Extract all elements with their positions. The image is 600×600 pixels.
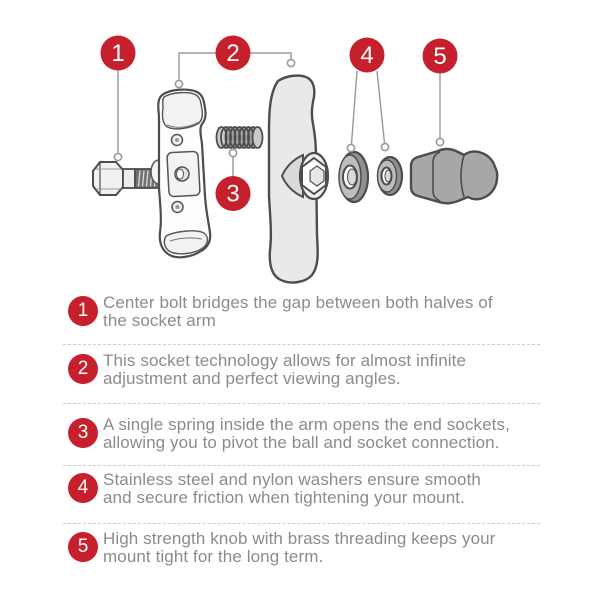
socket-arm-right-half-icon	[269, 76, 328, 283]
legend-line: the socket arm	[103, 311, 216, 330]
legend-text-1	[103, 294, 563, 330]
divider	[63, 523, 540, 524]
socket-arm-left-half-icon	[151, 90, 210, 258]
callout-badge-2	[216, 36, 251, 71]
legend-text-5	[103, 530, 563, 566]
legend-line: Center bolt bridges the gap between both halves of	[103, 293, 493, 312]
callout-number: 2	[226, 40, 240, 67]
legend-line: adjustment and perfect viewing angles.	[103, 369, 401, 388]
divider	[63, 344, 540, 345]
callout-number: 5	[433, 43, 447, 70]
callout-badge-5	[423, 39, 458, 74]
legend-text-3	[103, 416, 563, 452]
legend-line: mount tight for the long term.	[103, 547, 324, 566]
spring-icon	[217, 127, 263, 148]
legend-badge-2: 2	[68, 354, 98, 384]
callout-number: 3	[226, 180, 240, 208]
knob-icon	[411, 149, 497, 203]
washer-steel-icon	[339, 152, 368, 202]
callout-badge-4	[350, 38, 385, 73]
callout-number: 1	[111, 40, 125, 67]
exploded-view-diagram	[0, 0, 600, 292]
callout-badge-3	[216, 176, 251, 211]
legend-badge-1: 1	[68, 296, 98, 326]
legend-line: Stainless steel and nylon washers ensure smooth	[103, 470, 481, 489]
washer-nylon-icon	[378, 157, 403, 195]
callout-number: 4	[360, 42, 374, 69]
divider	[63, 465, 540, 466]
divider	[63, 403, 540, 404]
legend-line: A single spring inside the arm opens the end sockets,	[103, 415, 510, 434]
legend-badge-3: 3	[68, 418, 98, 448]
legend-badge-5: 5	[68, 532, 98, 562]
callout-badge-1	[101, 36, 136, 71]
legend-text-2	[103, 352, 563, 388]
legend-line: High strength knob with brass threading keeps your	[103, 529, 496, 548]
legend-line: and secure friction when tightening your mount.	[103, 488, 465, 507]
legend-badge-4: 4	[68, 473, 98, 503]
legend-line: allowing you to pivot the ball and socket connection.	[103, 433, 500, 452]
legend-line: This socket technology allows for almost infinite	[103, 351, 467, 370]
legend-text-4	[103, 471, 563, 507]
